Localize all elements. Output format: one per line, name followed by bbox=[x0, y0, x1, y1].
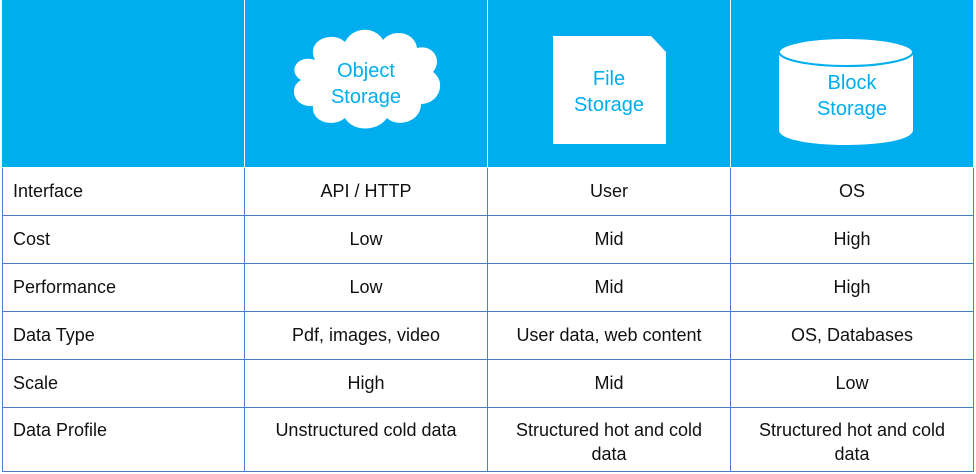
header-object-storage bbox=[245, 0, 488, 168]
cell-data-profile-block: Structured hot and cold data bbox=[731, 408, 974, 472]
storage-comparison-table bbox=[2, 0, 974, 472]
header-block-storage bbox=[731, 0, 974, 168]
header-file-storage bbox=[488, 0, 731, 168]
row-label-data-type: Data Type bbox=[2, 312, 245, 360]
cell-data-profile-object: Unstructured cold data bbox=[245, 408, 488, 472]
cell-data-type-file: User data, web content bbox=[488, 312, 731, 360]
cell-data-type-object: Pdf, images, video bbox=[245, 312, 488, 360]
object-storage-label: Object Storage bbox=[330, 60, 402, 109]
row-label-cost: Cost bbox=[2, 216, 245, 264]
row-label-scale: Scale bbox=[2, 360, 245, 408]
cell-interface-object: API / HTTP bbox=[245, 168, 488, 216]
cell-data-profile-file: Structured hot and cold data bbox=[488, 408, 731, 472]
cell-scale-file: Mid bbox=[488, 360, 731, 408]
row-label-interface: Interface bbox=[2, 168, 245, 216]
row-label-performance: Performance bbox=[2, 264, 245, 312]
cell-performance-block: High bbox=[731, 264, 974, 312]
cell-scale-object: High bbox=[245, 360, 488, 408]
header-blank-cell bbox=[2, 0, 245, 168]
cell-performance-file: Mid bbox=[488, 264, 731, 312]
cell-interface-block: OS bbox=[731, 168, 974, 216]
cell-cost-object: Low bbox=[245, 216, 488, 264]
block-storage-label: Block Storage bbox=[816, 72, 888, 121]
cell-cost-block: High bbox=[731, 216, 974, 264]
cell-performance-object: Low bbox=[245, 264, 488, 312]
cell-interface-file: User bbox=[488, 168, 731, 216]
file-storage-label: File Storage bbox=[573, 68, 645, 117]
row-label-data-profile: Data Profile bbox=[2, 408, 245, 472]
cell-data-type-block: OS, Databases bbox=[731, 312, 974, 360]
cell-scale-block: Low bbox=[731, 360, 974, 408]
cell-cost-file: Mid bbox=[488, 216, 731, 264]
